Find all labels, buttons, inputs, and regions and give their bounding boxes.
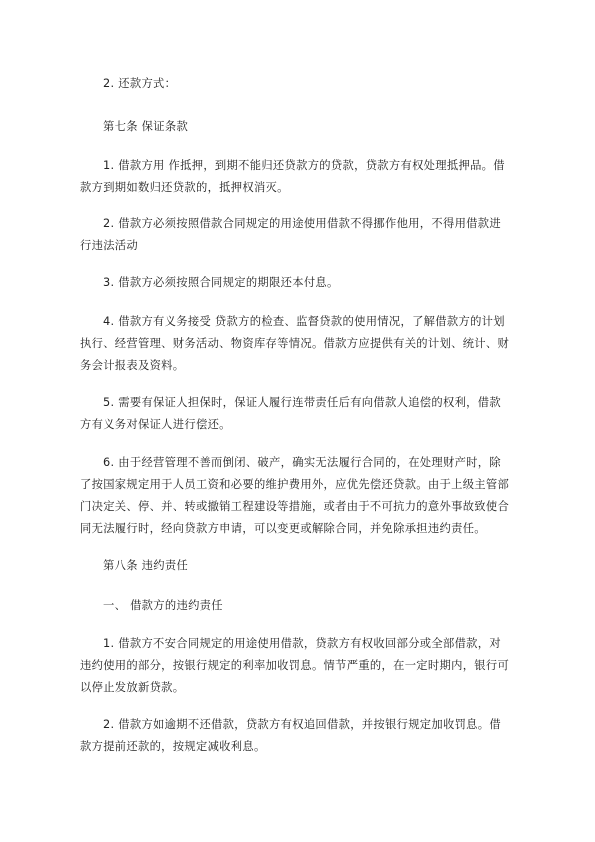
article-7-clause-4-line-3: 务会计报表及资料。 <box>80 359 185 372</box>
article-8-clause-1-line-2: 违约使用的部分，按银行规定的利率加收罚息。情节严重的，在一定时期内，银行可 <box>80 659 510 672</box>
article-7-clause-1-line-2: 款方到期如数归还贷款的，抵押权消灭。 <box>80 181 289 194</box>
article-7-clause-5-line-1: 5. 需要有保证人担保时，保证人履行连带责任后有向借款人追偿的权利，借款 <box>103 396 501 409</box>
article-8-clause-2-line-2: 款方提前还款的，按规定减收利息。 <box>80 740 266 753</box>
article-8-section-1-heading: 一、 借款方的违约责任 <box>103 599 223 612</box>
article-7-clause-4-line-1: 4. 借款方有义务接受 贷款方的检查、监督贷款的使用情况，了解借款方的计划 <box>103 315 505 328</box>
article-7-clause-6-line-1: 6. 由于经营管理不善而倒闭、破产，确实无法履行合同的，在处理财产时，除 <box>103 456 501 469</box>
article-7-clause-4-line-2: 执行、经营管理、财务活动、物资库存等情况。借款方应提供有关的计划、统计、财 <box>80 337 510 350</box>
article-8-heading: 第八条 违约责任 <box>103 559 189 572</box>
article-7-clause-6-line-3: 门决定关、停、并、转或撤销工程建设等措施，或者由于不可抗力的意外事故致使合 <box>80 500 510 513</box>
article-7-clause-5-line-2: 方有义务对保证人进行偿还。 <box>80 418 231 431</box>
article-7-clause-1-line-1: 1. 借款方用 作抵押，到期不能归还贷款方的贷款，贷款方有权处理抵押品。借 <box>103 159 505 172</box>
article-7-heading: 第七条 保证条款 <box>103 120 189 133</box>
article-7-clause-6-line-2: 了按国家规定用于人员工资和必要的维护费用外，应优先偿还贷款。由于上级主管部 <box>80 478 510 491</box>
article-7-clause-2-line-1: 2. 借款方必须按照借款合同规定的用途使用借款不得挪作他用，不得用借款进 <box>103 217 501 230</box>
article-8-clause-2-line-1: 2. 借款方如逾期不还借款，贷款方有权追回借款，并按银行规定加收罚息。借 <box>103 718 501 731</box>
article-8-clause-1-line-3: 以停止发放新贷款。 <box>80 681 185 694</box>
repayment-method-line: 2. 还款方式： <box>103 77 177 90</box>
article-7-clause-6-line-4: 同无法履行时，经向贷款方申请，可以变更或解除合同，并免除承担违约责任。 <box>80 522 486 535</box>
article-8-clause-1-line-1: 1. 借款方不安合同规定的用途使用借款，贷款方有权收回部分或全部借款，对 <box>103 637 501 650</box>
article-7-clause-3-line-1: 3. 借款方必须按照合同规定的期限还本付息。 <box>103 276 339 289</box>
article-7-clause-2-line-2: 行违法活动 <box>80 239 138 252</box>
